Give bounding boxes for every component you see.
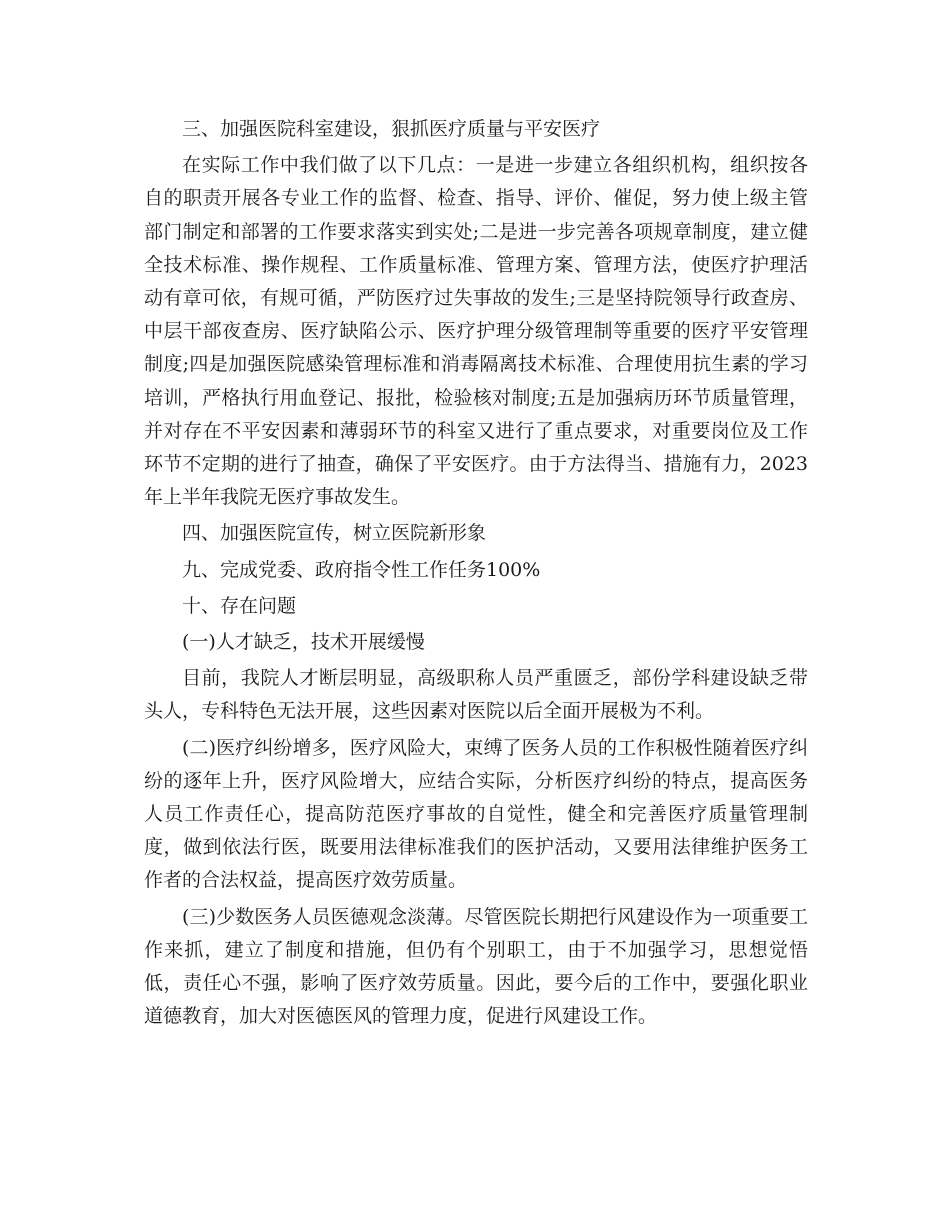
paragraph-quality-measures: 在实际工作中我们做了以下几点：一是进一步建立各组织机构，组织按各自的职责开展各专业工作的监督、检查、指导、评价、催促，努力使上级主管部门制定和部署的工作要求落实到实处;二是进一步完善各项规章制度，建立健全技术标准、操作规程、工作质量标准、管理方案、管理方法，使医疗护理活动有章可依，有规可循，严防医疗过失事故的发生;三是坚持院领导行政查房、中层干部夜查房、医疗缺陷公示、医疗护理分级管理制等重要的医疗平安管理制度;四是加强医院感染管理标准和消毒隔离技术标准、合理使用抗生素的学习培训，严格执行用血登记、报批，检验核对制度;五是加强病历环节质量管理，并对存在不平安因素和薄弱环节的科室又进行了重点要求，对重要岗位及工作环节不定期的进行了抽查，确保了平安医疗。由于方法得当、措施有力，2023年上半年我院无医疗事故发生。 <box>144 154 808 509</box>
paragraph-medical-disputes: (二)医疗纠纷增多，医疗风险大，束缚了医务人员的工作积极性随着医疗纠纷的逐年上升，医疗风险增大，应结合实际，分析医疗纠纷的特点，提高医务人员工作责任心，提高防范医疗事故的自觉性，健全和完善医疗质量管理制度，做到依法行医，既要用法律标准我们的医护活动，又要用法律维护医务工作者的合法权益，提高医疗效劳质量。 <box>144 736 808 892</box>
section-heading-4: 四、加强医院宣传，树立医院新形象 <box>182 522 487 545</box>
section-heading-9: 九、完成党委、政府指令性工作任务100% <box>182 558 541 581</box>
section-heading-3: 三、加强医院科室建设，狠抓医疗质量与平安医疗 <box>182 118 601 140</box>
subheading-talent-shortage: (一)人才缺乏，技术开展缓慢 <box>182 631 425 654</box>
paragraph-talent-shortage: 目前，我院人才断层明显，高级职称人员严重匮乏，部份学科建设缺乏带头人，专科特色无法开展，这些因素对医院以后全面开展极为不利。 <box>144 667 808 723</box>
section-heading-10: 十、存在问题 <box>182 594 297 617</box>
document-page <box>144 113 808 1033</box>
paragraph-medical-ethics: (三)少数医务人员医德观念淡薄。尽管医院长期把行风建设作为一项重要工作来抓，建立了制度和措施，但仍有个别职工，由于不加强学习，思想觉悟低，责任心不强，影响了医疗效劳质量。因此，要今后的工作中，要强化职业道德教育，加大对医德医风的管理力度，促进行风建设工作。 <box>144 905 808 1028</box>
